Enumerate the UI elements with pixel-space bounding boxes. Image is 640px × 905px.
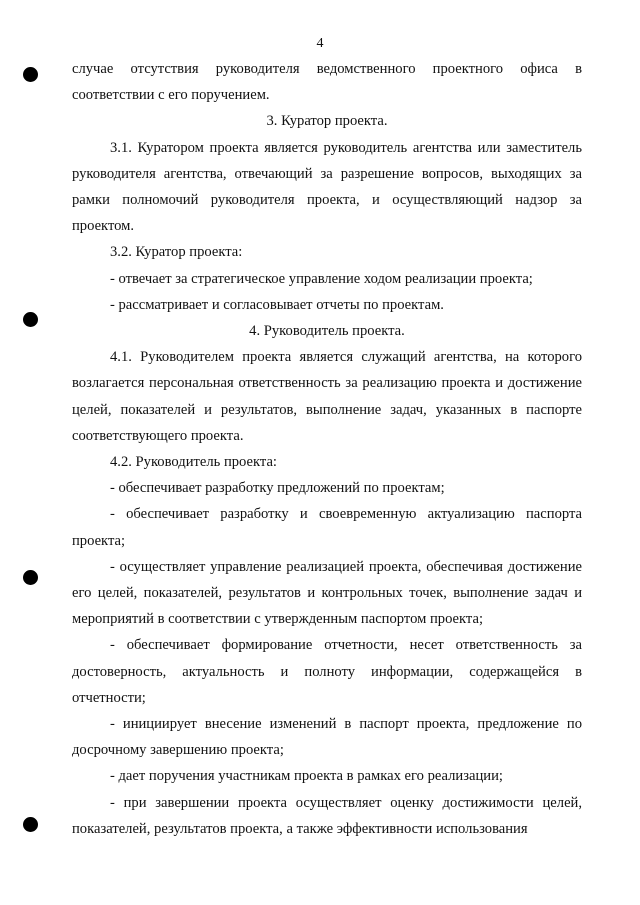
list-item: - осуществляет управление реализацией проекта, обеспечивая достижение его целей, показателей, результатов и контрольных точек, выполнение задач и мероприятий в соответствии с утвержденным паспортом проекта;	[72, 558, 582, 628]
binder-hole	[23, 817, 38, 832]
list-item: - рассматривает и согласовывает отчеты по проектам.	[110, 296, 444, 313]
list-item: - дает поручения участникам проекта в рамках его реализации;	[110, 768, 503, 785]
section-heading: 3. Куратор проекта.	[266, 113, 388, 130]
binder-hole	[23, 67, 38, 82]
list-item: - обеспечивает разработку предложений по проектам;	[110, 480, 445, 497]
binder-hole	[23, 312, 38, 327]
document-body	[72, 56, 582, 842]
list-item: - обеспечивает формирование отчетности, несет ответственность за достоверность, актуальность и полноту информации, содержащейся в отчетности;	[72, 637, 582, 706]
paragraph: 4.1. Руководителем проекта является служащий агентства, на которого возлагается персональная ответственность за реализацию проекта и достижение целей, показателей и результатов, выполнение задач, указанных в паспорте соответствующего проекта.	[72, 349, 582, 444]
list-item: - отвечает за стратегическое управление ходом реализации проекта;	[110, 270, 533, 287]
binder-hole	[23, 570, 38, 585]
list-item: - обеспечивает разработку и своевременную актуализацию паспорта проекта;	[72, 506, 582, 549]
page-number: 4	[316, 36, 324, 51]
section-heading: 4. Руководитель проекта.	[249, 323, 405, 340]
paragraph: случае отсутствия руководителя ведомственного проектного офиса в соответствии с его поручением.	[72, 61, 582, 104]
list-item: - инициирует внесение изменений в паспорт проекта, предложение по досрочному завершению проекта;	[72, 716, 582, 759]
paragraph: 4.2. Руководитель проекта:	[110, 454, 277, 471]
list-item: - при завершении проекта осуществляет оценку достижимости целей, показателей, результатов проекта, а также эффективности использования	[72, 794, 582, 837]
paragraph: 3.2. Куратор проекта:	[110, 244, 243, 261]
paragraph: 3.1. Куратором проекта является руководитель агентства или заместитель руководителя агентства, отвечающий за разрешение вопросов, выходящих за рамки полномочий руководителя проекта, и осуществляющий надзор за проектом.	[72, 139, 582, 235]
